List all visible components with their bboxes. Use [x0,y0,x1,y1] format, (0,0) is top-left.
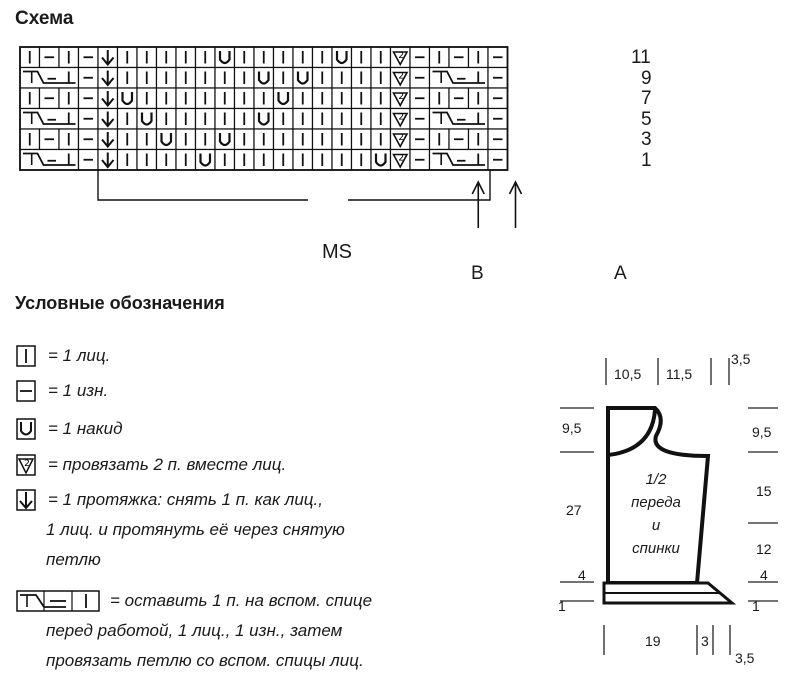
bottom-dim-3: 3,5 [735,650,755,666]
piece-label-line: 1/2 [645,471,667,488]
row-number: 3 [641,129,652,150]
bottom-dim-2: 3 [701,633,709,649]
row-number: 7 [641,88,652,109]
legend-text: 1 лиц. и протянуть её через снятую [46,520,345,539]
legend-text: перед работой, 1 лиц., 1 изн., затем [46,621,343,640]
row-number: 11 [631,47,651,68]
top-dim-3: 3,5 [731,351,751,367]
legend-title: Условные обозначения [15,293,225,313]
legend-text: = 1 лиц. [48,346,111,365]
right-dim-3: 12 [756,541,772,557]
svg-text:2: 2 [398,92,405,102]
legend-text: петлю [46,550,101,569]
left-dim-3: 4 [578,567,586,583]
left-dim-1: 9,5 [562,420,582,436]
piece-label-line: переда [631,494,681,511]
row-number: 9 [641,67,652,89]
right-dim-4: 4 [760,567,768,583]
legend-text: = 1 накид [48,419,123,438]
ms-label: MS [322,241,352,263]
arrow-b-label: B [471,263,484,284]
left-dim-4: 1 [558,598,566,614]
right-dim-2: 15 [756,483,772,499]
legend-text: = 1 изн. [48,381,109,400]
right-dim-5: 1 [752,598,760,614]
legend-text: = провязать 2 п. вместе лиц. [48,455,287,474]
piece-label-line: спинки [632,540,680,557]
svg-text:2: 2 [398,51,405,61]
arrow-a-label: A [614,263,627,284]
bottom-dim-1: 19 [645,633,661,649]
svg-text:2: 2 [24,459,30,469]
svg-text:2: 2 [398,112,405,123]
svg-text:2: 2 [398,133,405,143]
row-number: 5 [641,108,652,130]
svg-text:2: 2 [398,153,405,164]
right-dim-1: 9,5 [752,424,772,440]
legend-text: провязать петлю со вспом. спицы лиц. [46,651,364,670]
row-number: 1 [641,149,652,171]
piece-label [610,468,702,560]
top-dim-1: 10,5 [614,366,642,382]
svg-text:2: 2 [398,71,405,82]
chart-title: Схема [15,8,74,29]
legend-text: = 1 протяжка: снять 1 п. как лиц., [48,490,323,509]
legend-text: = оставить 1 п. на вспом. спице [110,591,373,610]
piece-label-line: и [651,517,661,534]
top-dim-2: 11,5 [666,366,693,382]
left-dim-2: 27 [566,502,582,518]
